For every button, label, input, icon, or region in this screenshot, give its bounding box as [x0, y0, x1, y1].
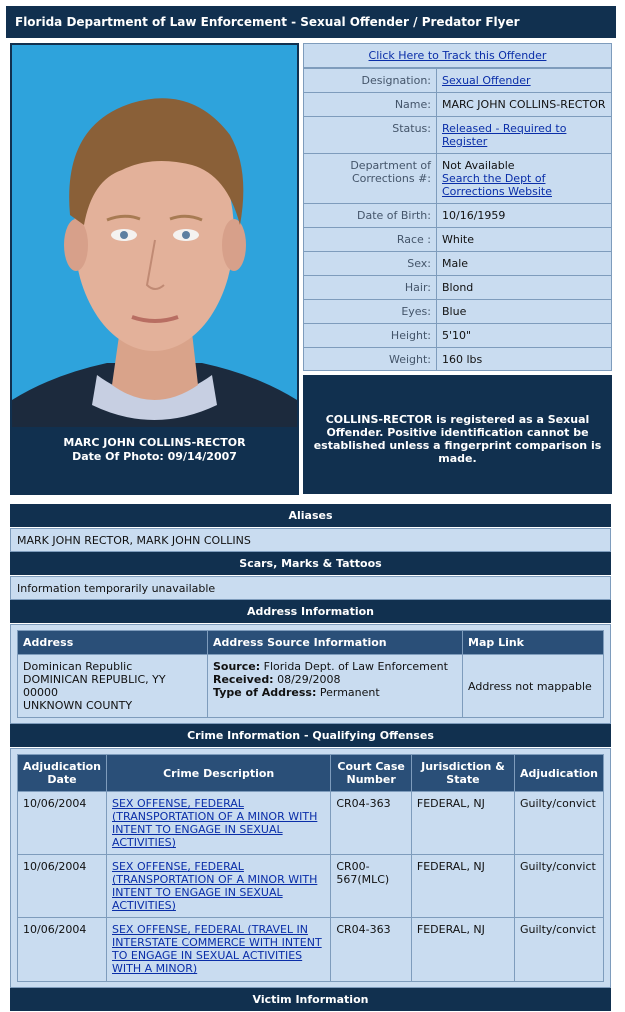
name-row	[303, 92, 612, 116]
source-value: Florida Dept. of Law Enforcement	[263, 660, 448, 673]
doc-row	[303, 153, 612, 203]
jurisdiction-col: Jurisdiction & State	[411, 755, 514, 792]
crime-case: CR04-363	[331, 918, 412, 982]
victim-heading: Victim Information	[10, 988, 611, 1012]
status-link[interactable]: Released - Required to Register	[442, 122, 567, 148]
designation-link[interactable]: Sexual Offender	[442, 74, 531, 87]
map-col-header: Map Link	[463, 631, 604, 655]
address-cell	[18, 655, 208, 718]
crime-row	[18, 918, 604, 982]
race-label: Race :	[304, 228, 437, 251]
sex-row	[303, 251, 612, 275]
court-case-col: Court Case Number	[331, 755, 412, 792]
crime-adjudication: Guilty/convict	[515, 855, 604, 918]
weight-row	[303, 347, 612, 371]
photo-date: Date Of Photo: 09/14/2007	[72, 450, 237, 463]
type-label: Type of Address:	[213, 686, 317, 699]
hair-label: Hair:	[304, 276, 437, 299]
sex-label: Sex:	[304, 252, 437, 275]
eyes-value: Blue	[442, 305, 467, 318]
photo-caption	[10, 436, 299, 464]
height-label: Height:	[304, 324, 437, 347]
crime-jurisdiction: FEDERAL, NJ	[411, 918, 514, 982]
dob-label: Date of Birth:	[304, 204, 437, 227]
source-col-header: Address Source Information	[208, 631, 463, 655]
crime-date: 10/06/2004	[18, 918, 107, 982]
crime-adjudication: Guilty/convict	[515, 918, 604, 982]
portrait-image	[12, 45, 297, 427]
page-title: Florida Department of Law Enforcement - Sexual Offender / Predator Flyer	[15, 15, 520, 29]
crime-jurisdiction: FEDERAL, NJ	[411, 792, 514, 855]
photo-name: MARC JOHN COLLINS-RECTOR	[63, 436, 246, 449]
crime-case: CR04-363	[331, 792, 412, 855]
height-value: 5'10"	[442, 329, 472, 342]
crime-row	[18, 855, 604, 918]
offender-info	[303, 43, 612, 371]
address-line2: DOMINICAN REPUBLIC, YY 00000	[23, 673, 166, 699]
source-label: Source:	[213, 660, 261, 673]
doc-label: Department of Corrections #:	[304, 154, 437, 203]
race-row	[303, 227, 612, 251]
crime-table	[17, 754, 604, 982]
eyes-label: Eyes:	[304, 300, 437, 323]
address-section	[10, 624, 611, 724]
address-line1: Dominican Republic	[23, 660, 133, 673]
weight-value: 160 lbs	[442, 353, 483, 366]
weight-label: Weight:	[304, 348, 437, 370]
crime-description-link[interactable]: SEX OFFENSE, FEDERAL (TRANSPORTATION OF A MINOR WITH INTENT TO ENGAGE IN SEXUAL ACTIVITIES)	[112, 860, 318, 912]
address-col-header: Address	[18, 631, 208, 655]
crime-jurisdiction: FEDERAL, NJ	[411, 855, 514, 918]
crime-description-col: Crime Description	[107, 755, 331, 792]
received-value: 08/29/2008	[277, 673, 341, 686]
scars-heading: Scars, Marks & Tattoos	[10, 552, 611, 576]
crime-row	[18, 792, 604, 855]
dob-value: 10/16/1959	[442, 209, 506, 222]
offender-photo	[12, 45, 297, 427]
adjudication-date-col: Adjudication Date	[18, 755, 107, 792]
map-cell: Address not mappable	[463, 655, 604, 718]
crime-description-link[interactable]: SEX OFFENSE, FEDERAL (TRAVEL IN INTERSTATE COMMERCE WITH INTENT TO ENGAGE IN SEXUAL ACTIVITIES WITH A MINOR)	[112, 923, 322, 975]
eyes-row	[303, 299, 612, 323]
identification-notice	[303, 375, 612, 494]
address-line3: UNKNOWN COUNTY	[23, 699, 133, 712]
track-offender-link[interactable]: Click Here to Track this Offender	[368, 49, 547, 62]
scars-text: Information temporarily unavailable	[10, 576, 611, 600]
notice-text: COLLINS-RECTOR is registered as a Sexual Offender. Positive identification cannot be established unless a fingerprint comparison is made.	[313, 413, 602, 465]
race-value: White	[442, 233, 474, 246]
track-row	[303, 43, 612, 68]
address-table	[17, 630, 604, 718]
dob-row	[303, 203, 612, 227]
adjudication-col: Adjudication	[515, 755, 604, 792]
designation-row	[303, 68, 612, 92]
name-value: MARC JOHN COLLINS-RECTOR	[442, 98, 606, 111]
crime-description-link[interactable]: SEX OFFENSE, FEDERAL (TRANSPORTATION OF A MINOR WITH INTENT TO ENGAGE IN SEXUAL ACTIVITIES)	[112, 797, 318, 849]
crime-date: 10/06/2004	[18, 855, 107, 918]
status-row	[303, 116, 612, 153]
status-label: Status:	[304, 117, 437, 153]
hair-row	[303, 275, 612, 299]
crime-case: CR00-567(MLC)	[331, 855, 412, 918]
crime-section	[10, 748, 611, 988]
sex-value: Male	[442, 257, 469, 270]
designation-label: Designation:	[304, 69, 437, 92]
address-heading: Address Information	[10, 600, 611, 624]
name-label: Name:	[304, 93, 437, 116]
doc-search-link[interactable]: Search the Dept of Corrections Website	[442, 172, 552, 198]
aliases-text: MARK JOHN RECTOR, MARK JOHN COLLINS	[10, 528, 611, 552]
source-cell	[208, 655, 463, 718]
height-row	[303, 323, 612, 347]
type-value: Permanent	[319, 686, 380, 699]
crime-adjudication: Guilty/convict	[515, 792, 604, 855]
crime-date: 10/06/2004	[18, 792, 107, 855]
photo-panel	[10, 43, 299, 495]
page-header	[6, 6, 616, 38]
crime-heading: Crime Information - Qualifying Offenses	[10, 724, 611, 748]
details-sections	[10, 504, 611, 1012]
doc-value: Not Available	[442, 159, 515, 172]
hair-value: Blond	[442, 281, 474, 294]
received-label: Received:	[213, 673, 274, 686]
aliases-heading: Aliases	[10, 504, 611, 528]
